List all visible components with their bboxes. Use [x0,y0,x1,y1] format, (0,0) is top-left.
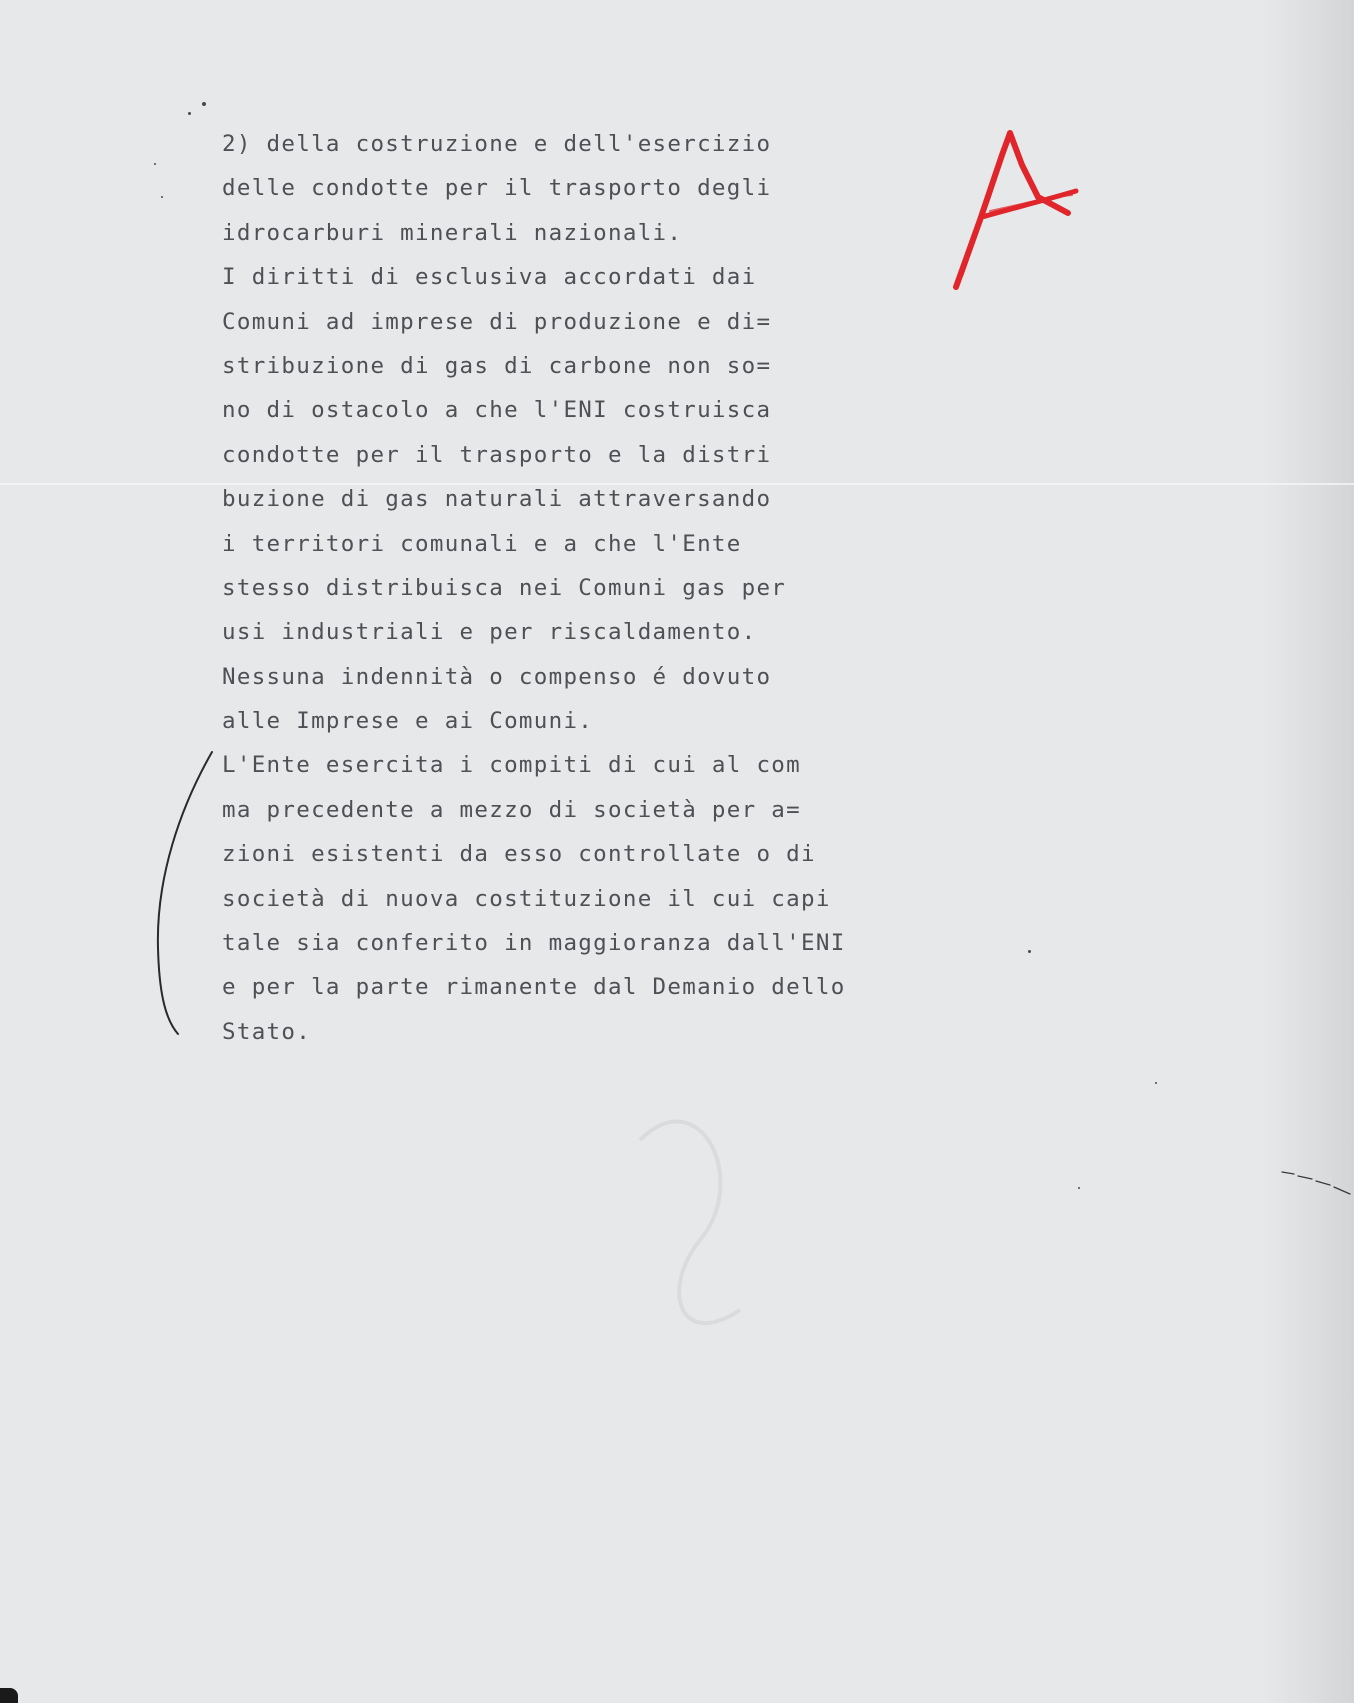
typed-line: i territori comunali e a che l'Ente [222,530,742,557]
typed-line: Nessuna indennità o compenso é dovuto [222,663,772,690]
typed-line: tale sia conferito in maggioranza dall'ENI [222,930,846,957]
typed-line: stesso distribuisca nei Comuni gas per [222,574,787,601]
typed-line: stribuzione di gas di carbone non so= [222,352,772,379]
typed-line: delle condotte per il trasporto degli [222,175,772,202]
typed-line: e per la parte rimanente dal Demanio dello [222,974,846,1001]
typed-line: Stato. [222,1018,312,1045]
red-letter-annotation [950,125,1080,295]
corner-mark [0,1688,18,1703]
ink-speck [154,163,156,165]
typed-line: Comuni ad imprese di produzione e di= [222,308,772,335]
typed-line: 2) della costruzione e dell'esercizio [222,131,772,157]
typed-line: buzione di gas naturali attraversando [222,486,772,513]
pencil-dash-mark [1280,1168,1352,1198]
ink-speck [202,102,206,106]
typed-line: L'Ente esercita i compiti di cui al com [222,752,801,779]
ink-speck [188,112,191,115]
typed-line: società di nuova costituzione il cui capi [222,885,831,912]
ink-speck [161,196,163,198]
ink-speck [1155,1082,1157,1084]
ink-speck [1078,1187,1080,1189]
typed-line: I diritti di esclusiva accordati dai [222,264,757,291]
margin-bracket-mark [150,748,220,1038]
page-edge-shadow [1262,0,1354,1703]
typed-body [222,122,902,1054]
typed-line: usi industriali e per riscaldamento. [222,619,757,646]
typed-line: condotte per il trasporto e la distri [222,441,772,468]
typed-line: alle Imprese e ai Comuni. [222,708,594,735]
ink-speck [1028,950,1031,953]
typed-line: ma precedente a mezzo di società per a= [222,796,801,823]
typed-line: zioni esistenti da esso controllate o di [222,841,816,868]
typed-line: no di ostacolo a che l'ENI costruisca [222,397,772,424]
typed-line: idrocarburi minerali nazionali. [222,219,683,246]
